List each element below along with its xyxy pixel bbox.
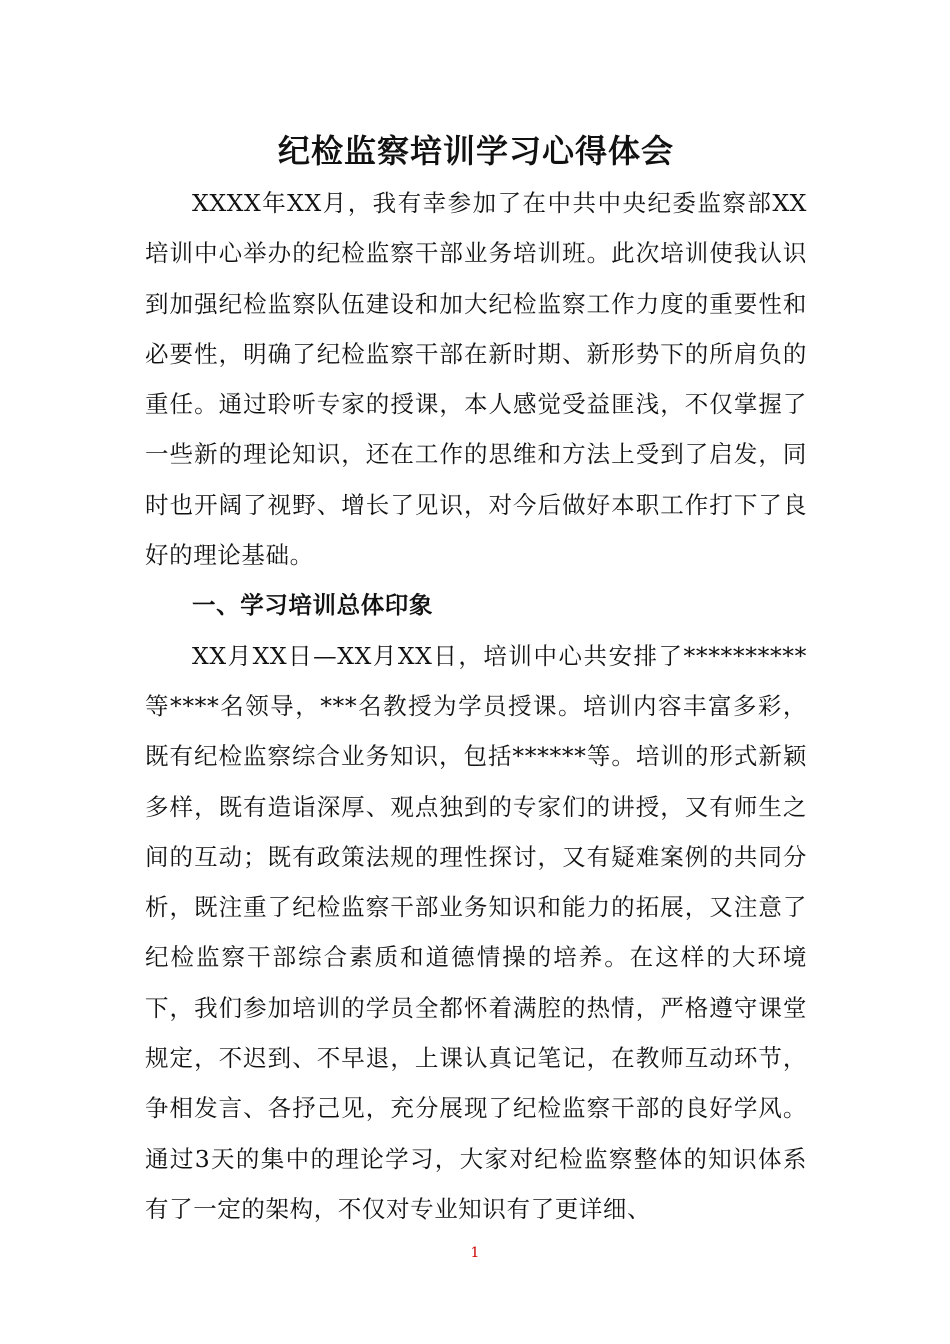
intro-paragraph: XXXX年XX月，我有幸参加了在中共中央纪委监察部XX培训中心举办的纪检监察干部业务培训班。此次培训使我认识到加强纪检监察队伍建设和加大纪检监察工作力度的重要性和必要性，明确了纪检监察干部在新时期、新形势下的所肩负的重任。通过聆听专家的授课，本人感觉受益匪浅，不仅掌握了一些新的理论知识，还在工作的思维和方法上受到了启发，同时也开阔了视野、增长了见识，对今后做好本职工作打下了良好的理论基础。 [145,189,807,570]
document-body [145,124,807,1234]
page-number: 1 [470,1245,480,1261]
section-paragraph: XX月XX日—XX月XX日，培训中心共安排了**********等****名领导，***名教授为学员授课。培训内容丰富多彩，既有纪检监察综合业务知识，包括******等。培训的形式新颖多样，既有造诣深厚、观点独到的专家们的讲授，又有师生之间的互动；既有政策法规的理性探讨，又有疑难案例的共同分析，既注重了纪检监察干部业务知识和能力的拓展，又注意了纪检监察干部综合素质和道德情操的培养。在这样的大环境下，我们参加培训的学员全都怀着满腔的热情，严格遵守课堂规定，不迟到、不早退，上课认真记笔记，在教师互动环节，争相发言、各抒己见，充分展现了纪检监察干部的良好学风。通过3天的集中的理论学习，大家对纪检监察整体的知识体系有了一定的架构，不仅对专业知识有了更详细、 [145,641,807,1223]
document-title: 纪检监察培训学习心得体会 [277,132,674,170]
section-heading: 一、学习培训总体印象 [192,591,433,620]
